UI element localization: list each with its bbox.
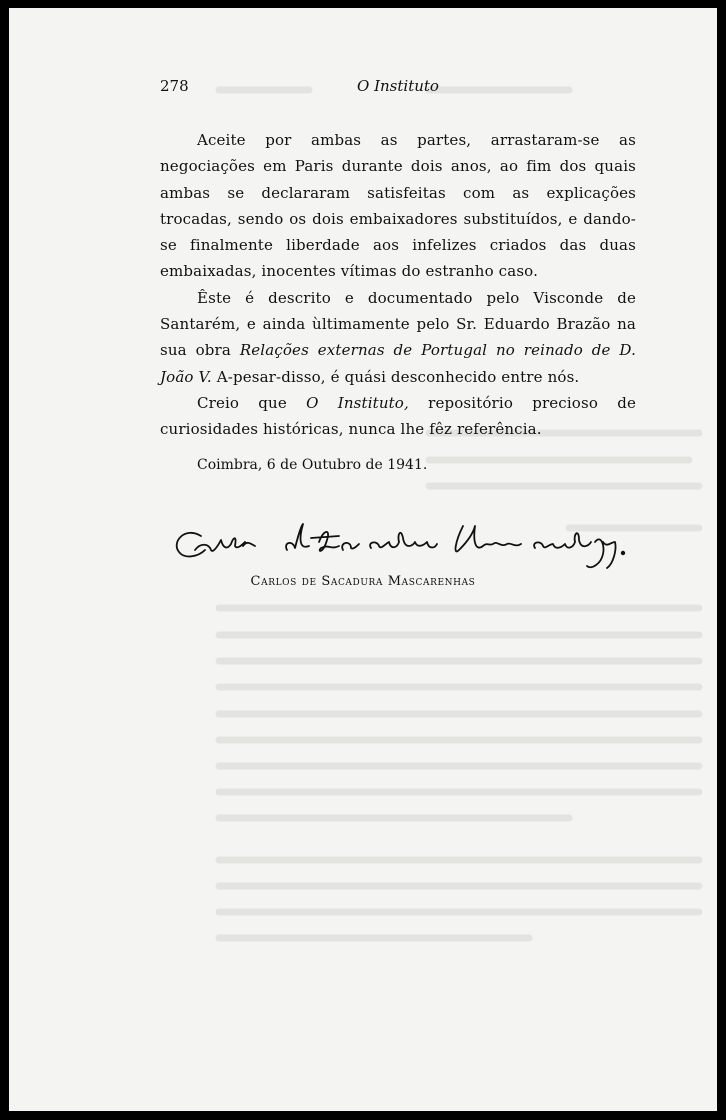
body-text bbox=[160, 127, 636, 443]
paragraph-2-end: A-pesar-disso, é quási desconhecido entre nós. bbox=[216, 367, 580, 386]
paragraph-2 bbox=[160, 285, 636, 390]
paragraph-3-text: Creio que bbox=[197, 393, 287, 412]
paragraph-2-text: Êste é descrito e documentado pelo Visconde de Santarém, e ainda ùltimamente pelo Sr. Eduardo Brazão na sua obra bbox=[160, 288, 636, 360]
running-title: O Instituto bbox=[357, 77, 439, 95]
handwritten-signature bbox=[171, 520, 645, 576]
paragraph-1: Aceite por ambas as partes, arrastaram-se as negociações em Paris durante dois anos, ao fim dos quais ambas se declararam satisfeitas com as explicações trocadas, sendo os dois embaixadores substituídos, e dando-se finalmente liberdade aos infelizes criados das duas embaixadas, inocentes vítimas do estranho caso. bbox=[160, 131, 636, 281]
page-header bbox=[160, 77, 636, 103]
author-name: Carlos de Sacadura Mascarenhas bbox=[250, 574, 476, 589]
page-number: 278 bbox=[160, 77, 189, 95]
paragraph-3-end: repositório precioso de curiosidades históricas, nunca lhe fêz referência. bbox=[160, 393, 637, 439]
journal-title: O Instituto, bbox=[306, 393, 409, 412]
cited-work-title: Relações externas de Portugal no reinado de D. João V. bbox=[160, 341, 636, 386]
printed-author-name bbox=[9, 573, 717, 589]
document-page bbox=[9, 8, 717, 1111]
paragraph-3 bbox=[160, 390, 636, 443]
place-date: Coimbra, 6 de Outubro de 1941. bbox=[197, 457, 428, 473]
